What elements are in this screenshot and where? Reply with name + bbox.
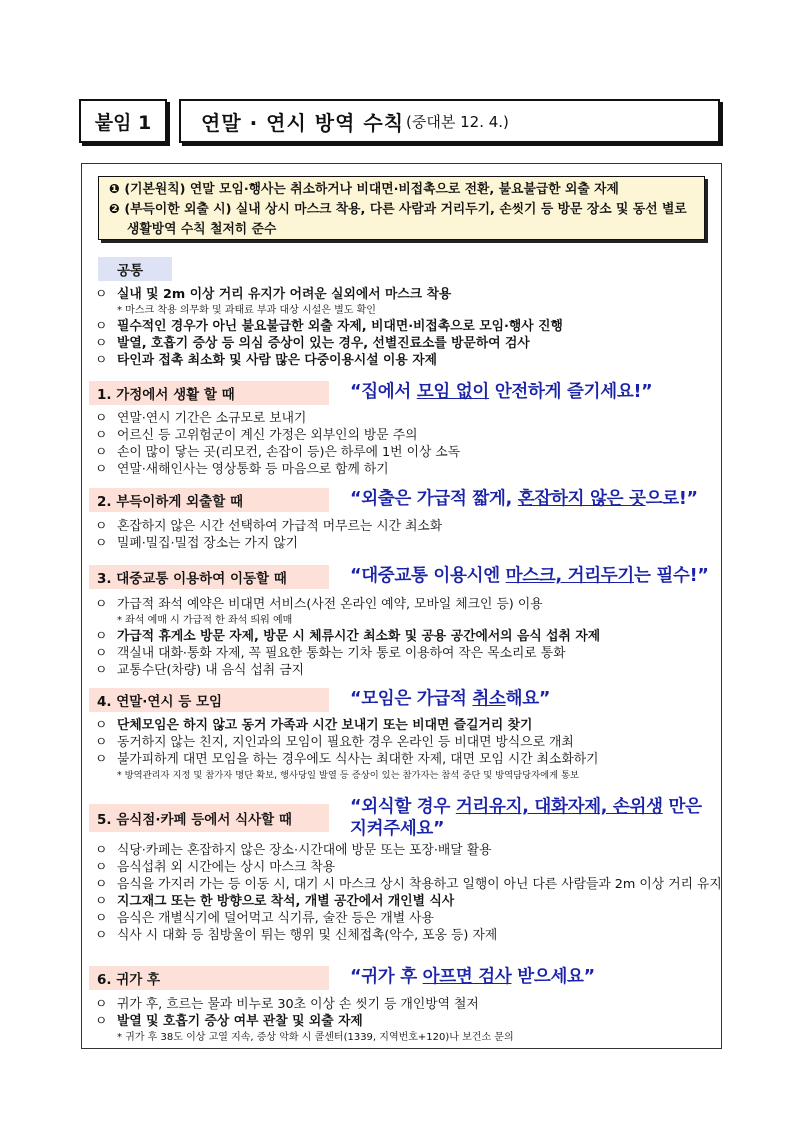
list-item: ㅇ 음식을 가지러 가는 등 이동 시, 대기 시 마스크 상시 착용하고 일행이 아닌 다른 사람들과 2m 이상 거리 유지: [95, 877, 722, 892]
principle-2: ❷ (부득이한 외출 시) 실내 상시 마스크 착용, 다른 사람과 거리두기, 손씻기 등 방문 장소 및 동선 별로 생활방역 수칙 철저히 준수: [109, 202, 687, 237]
list-item: ㅇ 연말·연시 기간은 소규모로 보내기: [95, 411, 307, 426]
list-item: ㅇ 지그재그 또는 한 방향으로 착석, 개별 공간에서 개인별 식사: [95, 894, 455, 909]
list-item: ㅇ 귀가 후, 흐르는 물과 비누로 30초 이상 손 씻기 등 개인방역 철저: [95, 997, 479, 1012]
note: * 마스크 착용 의무화 및 과태료 부과 대상 시설은 별도 확인: [117, 305, 376, 316]
section-4-list: [95, 717, 725, 783]
section-1-list: [95, 410, 725, 478]
section-1-title: 1. 가정에서 생활 할 때: [89, 381, 329, 405]
attachment-label: 붙임 1: [79, 99, 167, 143]
list-item: ㅇ 밀폐·밀집·밀접 장소는 가지 않기: [95, 536, 299, 551]
section-2-title: 2. 부득이하게 외출할 때: [89, 488, 329, 512]
list-item: ㅇ 식당·카페는 혼잡하지 않은 장소·시간대에 방문 또는 포장·배달 활용: [95, 843, 492, 858]
section-4-title: 4. 연말·연시 등 모임: [89, 688, 329, 712]
list-item: ㅇ 동거하지 않는 친지, 지인과의 모임이 필요한 경우 온라인 등 비대면 방식으로 개최: [95, 735, 574, 750]
list-item: ㅇ 식사 시 대화 등 침방울이 튀는 행위 및 신체접촉(악수, 포옹 등) 자제: [95, 928, 498, 943]
section-6-list: [95, 996, 725, 1045]
note: * 좌석 예매 시 가급적 한 좌석 띄워 예매: [117, 615, 293, 626]
list-item: ㅇ 발열, 호흡기 증상 등 의심 증상이 있는 경우, 선별진료소를 방문하여 검사: [95, 336, 530, 351]
list-item: ㅇ 교통수단(차량) 내 음식 섭취 금지: [95, 663, 304, 678]
document-title: [179, 99, 720, 143]
section-6-title: 6. 귀가 후: [89, 966, 329, 990]
principles-box: [98, 176, 705, 240]
section-1-slogan: “집에서 모임 없이 안전하게 즐기세요!”: [350, 382, 653, 402]
list-item: ㅇ 가급적 좌석 예약은 비대면 서비스(사전 온라인 예약, 모바일 체크인 등) 이용: [95, 597, 543, 612]
list-item: ㅇ 가급적 휴게소 방문 자제, 방문 시 체류시간 최소화 및 공용 공간에서의 음식 섭취 자제: [95, 629, 601, 644]
list-item: ㅇ 어르신 등 고위험군이 계신 가정은 외부인의 방문 주의: [95, 428, 418, 443]
section-2-slogan: “외출은 가급적 짧게, 혼잡하지 않은 곳으로!”: [350, 489, 698, 509]
list-item: ㅇ 음식은 개별식기에 덜어먹고 식기류, 술잔 등은 개별 사용: [95, 911, 434, 926]
list-item: ㅇ 실내 및 2m 이상 거리 유지가 어려운 실외에서 마스크 착용: [95, 287, 452, 302]
section-4-slogan: “모임은 가급적 취소해요”: [350, 689, 551, 709]
principle-1: ❶ (기본원칙) 연말 모임·행사는 취소하거나 비대면·비접촉으로 전환, 불요불급한 외출 자제: [109, 182, 619, 197]
list-item: ㅇ 필수적인 경우가 아닌 불요불급한 외출 자제, 비대면·비접촉으로 모임·행사 진행: [95, 319, 563, 334]
section-2-list: [95, 518, 725, 552]
section-5-slogan: “외식할 경우 거리유지, 대화자제, 손위생 만은 지켜주세요”: [350, 797, 702, 839]
list-item: ㅇ 음식섭취 외 시간에는 상시 마스크 착용: [95, 860, 336, 875]
common-label: 공통: [98, 257, 172, 281]
list-item: ㅇ 발열 및 호흡기 증상 여부 관찰 및 외출 자제: [95, 1014, 363, 1029]
list-item: ㅇ 손이 많이 닿는 곳(리모컨, 손잡이 등)은 하루에 1번 이상 소독: [95, 445, 461, 460]
note: * 귀가 후 38도 이상 고열 지속, 증상 악화 시 콜센터(1339, 지역번호+120)나 보건소 문의: [117, 1032, 514, 1043]
list-item: ㅇ 단체모임은 하지 않고 동거 가족과 시간 보내기 또는 비대면 즐길거리 찾기: [95, 718, 533, 733]
title-main: 연말 · 연시 방역 수칙: [201, 110, 405, 135]
note: * 방역관리자 지정 및 참가자 명단 확보, 행사당일 발열 등 증상이 있는 참가자는 참석 중단 및 방역담당자에게 통보: [117, 770, 579, 781]
list-item: ㅇ 객실내 대화·통화 자제, 꼭 필요한 통화는 기차 통로 이용하여 작은 목소리로 통화: [95, 646, 566, 661]
section-5-title: 5. 음식점·카페 등에서 식사할 때: [89, 804, 329, 832]
title-subtitle: (중대본 12. 4.): [406, 112, 509, 131]
common-list: [95, 286, 725, 369]
section-5-list: [95, 842, 725, 944]
list-item: ㅇ 타인과 접촉 최소화 및 사람 많은 다중이용시설 이용 자제: [95, 353, 437, 368]
list-item: ㅇ 혼잡하지 않은 시간 선택하여 가급적 머무르는 시간 최소화: [95, 519, 443, 534]
section-3-slogan: “대중교통 이용시엔 마스크, 거리두기는 필수!”: [350, 566, 709, 586]
section-3-title: 3. 대중교통 이용하여 이동할 때: [89, 565, 329, 589]
section-3-list: [95, 596, 725, 679]
list-item: ㅇ 연말·새해인사는 영상통화 등 마음으로 함께 하기: [95, 462, 389, 477]
section-6-slogan: “귀가 후 아프면 검사 받으세요”: [350, 967, 595, 987]
list-item: ㅇ 불가피하게 대면 모임을 하는 경우에도 식사는 최대한 자제, 대면 모임 시간 최소화하기: [95, 752, 599, 767]
